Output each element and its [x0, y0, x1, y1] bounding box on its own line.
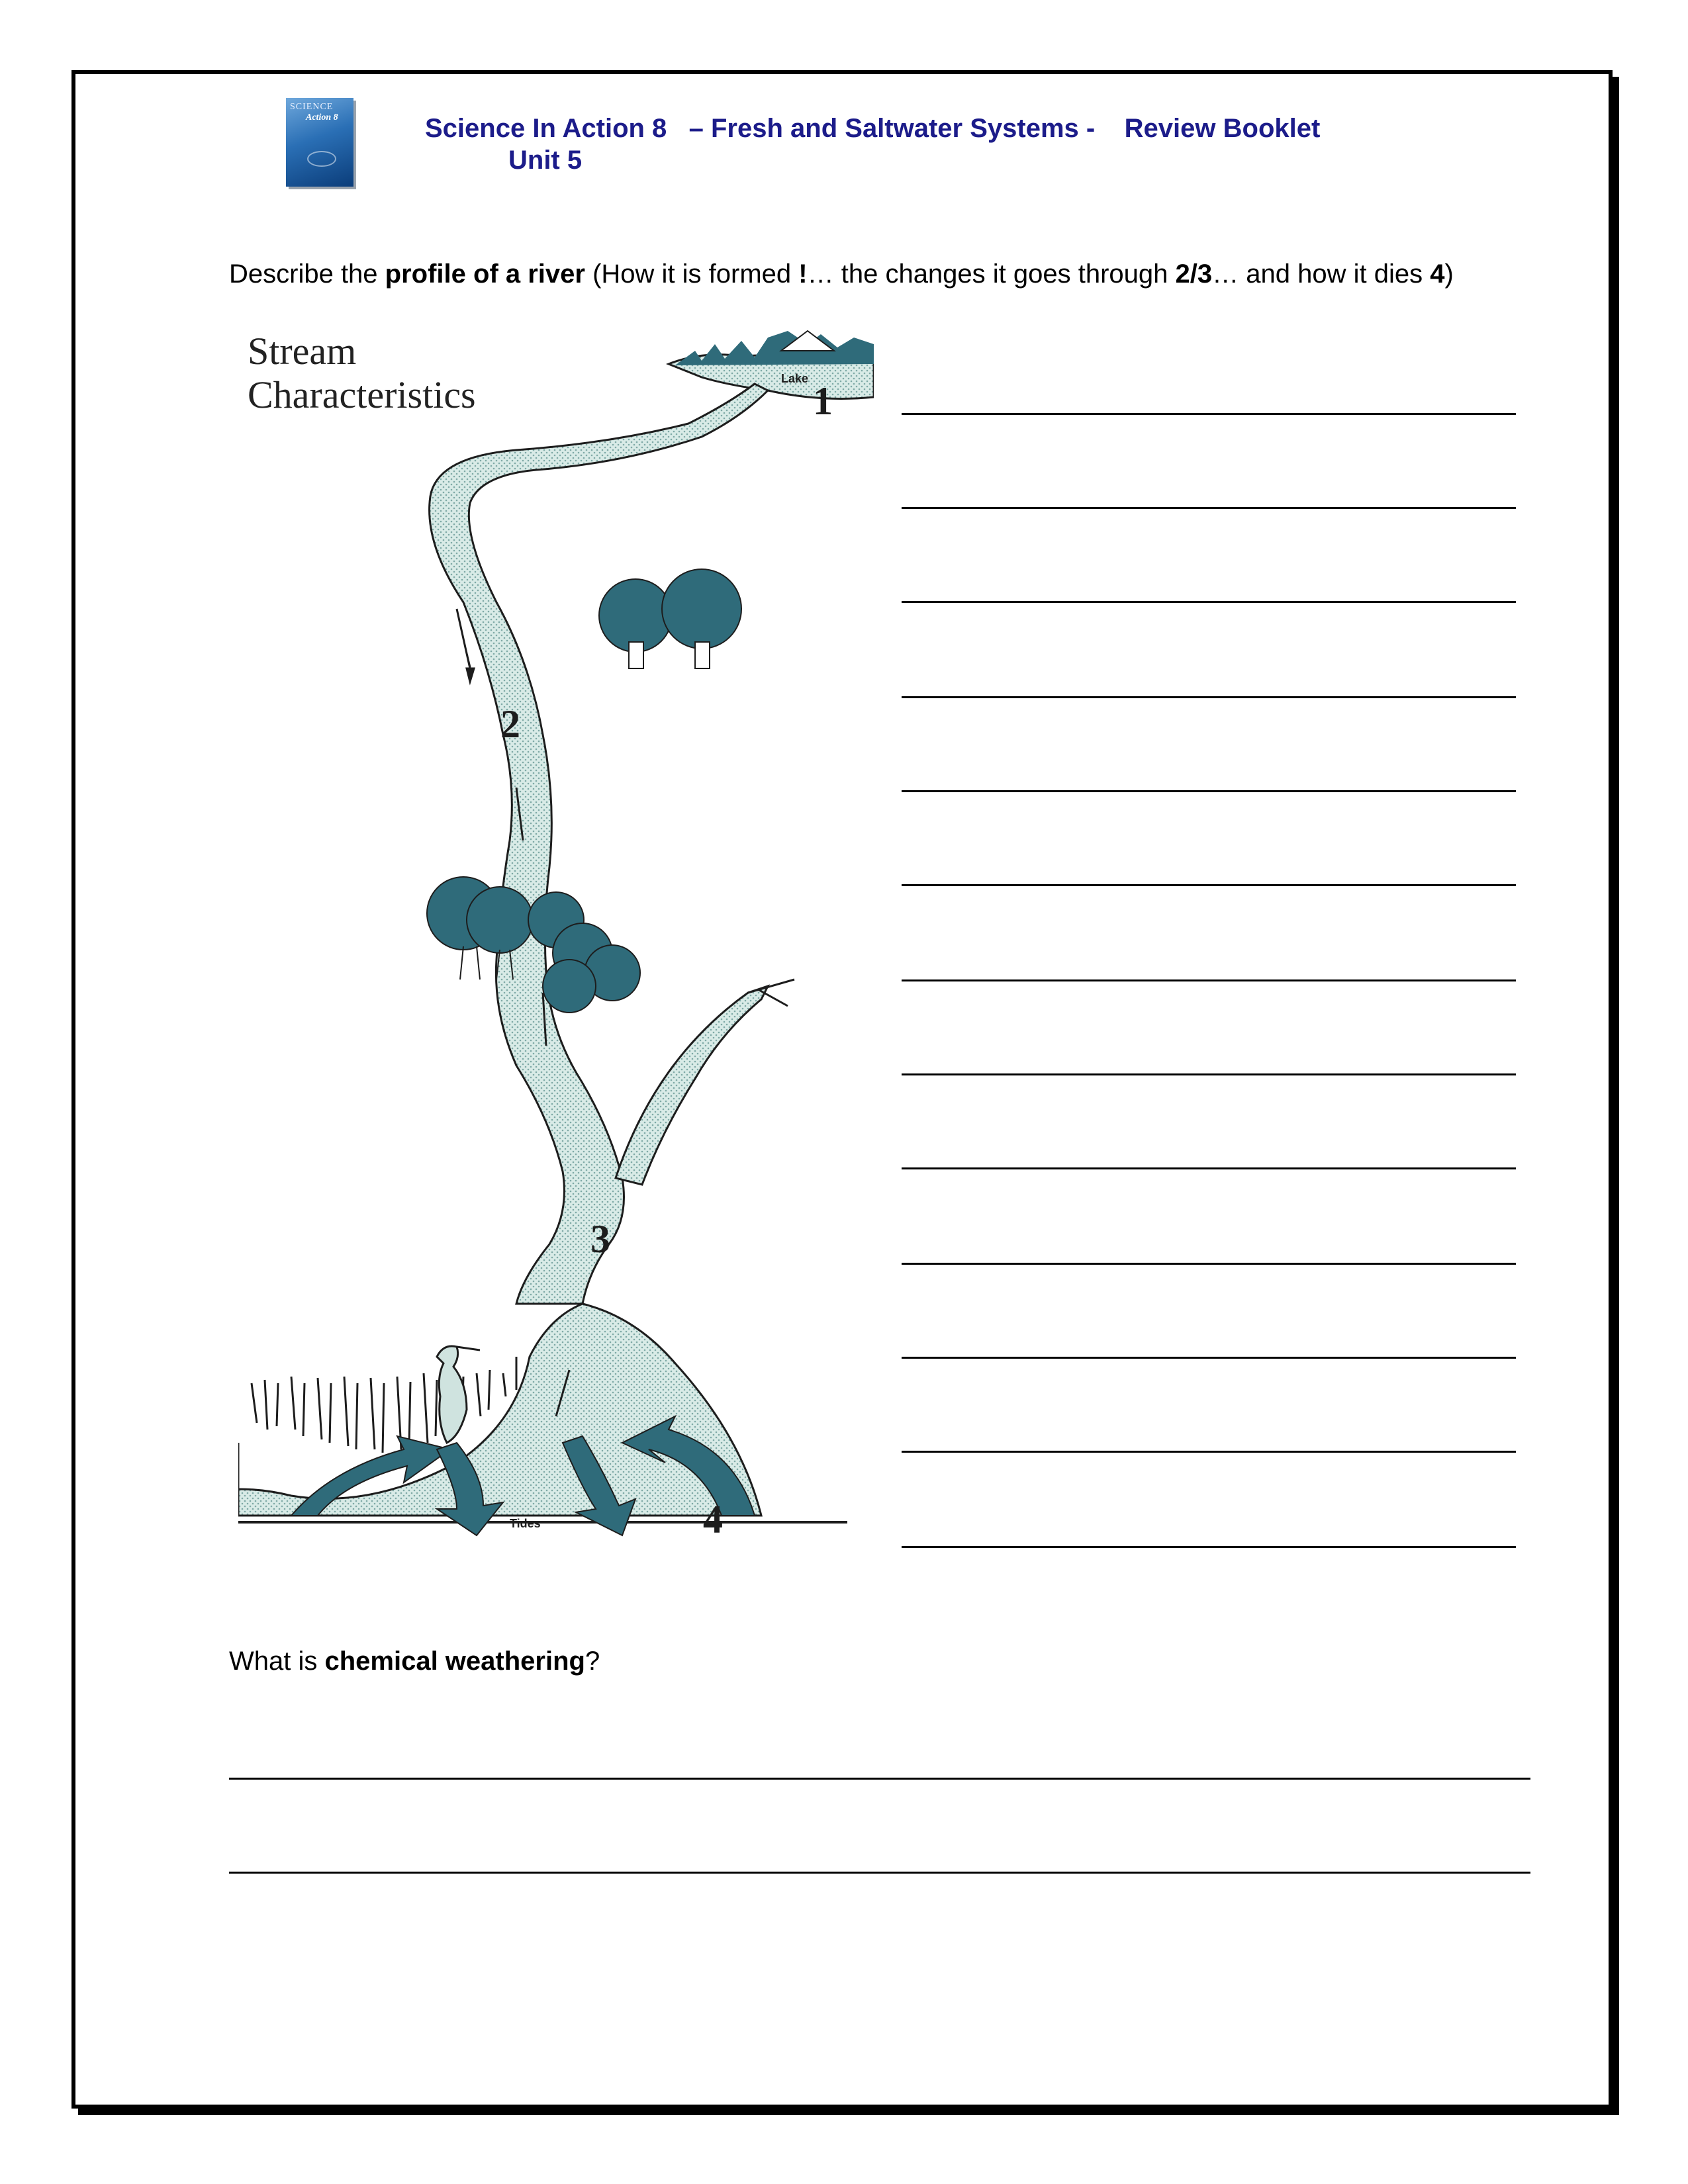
- answer-line[interactable]: [229, 1872, 1530, 1874]
- answer-line[interactable]: [902, 979, 1516, 981]
- question-chemical-weathering: [229, 1647, 600, 1676]
- diagram-title: [248, 330, 476, 417]
- book-icon-text-top: SCIENCE: [290, 102, 334, 112]
- label-lake: Lake: [781, 372, 809, 385]
- sea-delta: [238, 1304, 761, 1516]
- q1-prefix: Describe the: [229, 259, 385, 289]
- q2-suffix: ?: [585, 1647, 600, 1676]
- q1-bold-stage1: !: [798, 259, 808, 289]
- question-river-profile: [229, 259, 1454, 289]
- answer-line[interactable]: [902, 601, 1516, 603]
- tree-group-upper-icon: [599, 569, 741, 668]
- answer-line[interactable]: [902, 884, 1516, 886]
- answer-line[interactable]: [902, 1167, 1516, 1169]
- q1-bold-profile: profile of a river: [385, 259, 585, 289]
- stage-label-4: 4: [703, 1498, 723, 1541]
- marsh-grass-icon: [252, 1370, 506, 1453]
- q1-bold-stage4: 4: [1430, 259, 1445, 289]
- q1-mid1: (How it is formed: [585, 259, 799, 289]
- label-tides: Tides: [510, 1517, 541, 1530]
- answer-line[interactable]: [902, 1357, 1516, 1359]
- answer-line[interactable]: [902, 507, 1516, 509]
- answer-line[interactable]: [902, 1263, 1516, 1265]
- heron-icon: [437, 1346, 480, 1443]
- unit-label: Unit 5: [508, 146, 583, 175]
- stream-diagram: [238, 324, 874, 1575]
- q1-bold-stage23: 2/3: [1175, 259, 1213, 289]
- treeline-icon: [675, 331, 874, 365]
- river-main: [430, 384, 768, 1304]
- page-title: Science In Action 8 – Fresh and Saltwater Systems - Review Booklet: [425, 114, 1321, 143]
- stage-label-2: 2: [500, 702, 520, 746]
- answer-line[interactable]: [902, 1546, 1516, 1548]
- q1-mid2: … the changes it goes through: [807, 259, 1176, 289]
- water-drop-icon: [307, 151, 336, 167]
- answer-line[interactable]: [902, 413, 1516, 415]
- river-tributary: [616, 986, 768, 1185]
- diagram-title-line1: Stream: [248, 330, 357, 373]
- q1-suffix: ): [1444, 259, 1454, 289]
- q2-bold: chemical weathering: [324, 1647, 585, 1676]
- q1-mid3: … and how it dies: [1212, 259, 1430, 289]
- stage-label-3: 3: [590, 1217, 610, 1261]
- book-icon-text-bottom: Action 8: [306, 113, 338, 122]
- answer-line[interactable]: [902, 1451, 1516, 1453]
- q2-prefix: What is: [229, 1647, 325, 1676]
- answer-line[interactable]: [902, 790, 1516, 792]
- answer-line[interactable]: [902, 696, 1516, 698]
- diagram-title-line2: Characteristics: [248, 373, 476, 416]
- answer-line[interactable]: [902, 1073, 1516, 1075]
- stage-label-1: 1: [813, 379, 833, 423]
- answer-line[interactable]: [229, 1778, 1530, 1780]
- book-cover-icon: [286, 98, 353, 187]
